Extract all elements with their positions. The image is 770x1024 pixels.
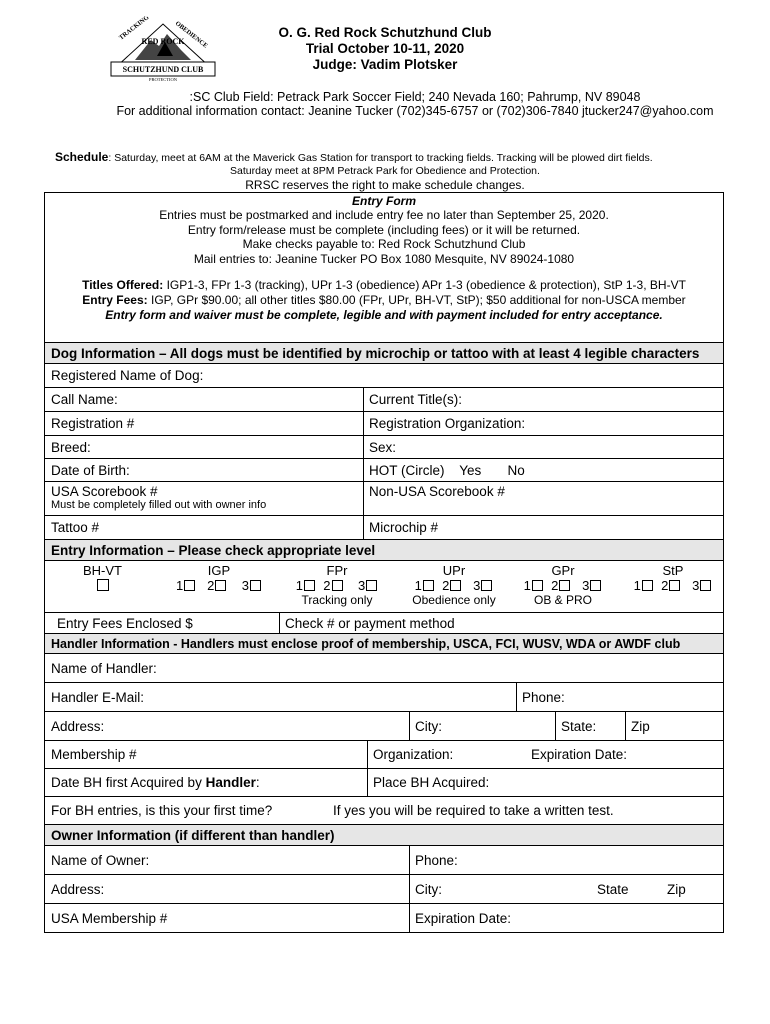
titles-offered — [45, 278, 723, 293]
schedule-line2: Saturday meet at 8PM Petrack Park for Obedience and Protection. — [230, 165, 540, 177]
usa-scorebook-field[interactable] — [45, 482, 266, 515]
handler-name-row[interactable] — [44, 654, 724, 683]
bh-date-bold: Handler — [205, 775, 256, 790]
contact-info: For additional information contact: Jeanine Tucker (702)345-6757 or (702)306-7840 jtucker247@yahoo.com — [116, 104, 714, 118]
level-name: IGP — [207, 563, 231, 578]
entry-info-heading-text: Entry Information – Please check appropriate level — [51, 542, 376, 558]
usa-scorebook-note: Must be completely filled out with owner info — [51, 499, 267, 511]
microchip-field[interactable]: Microchip # — [369, 520, 439, 535]
dob-row — [44, 459, 724, 482]
owner-name-field[interactable]: Name of Owner: — [51, 852, 150, 868]
logo-obedience-text: OBEDIENCE — [173, 20, 209, 50]
call-name-row — [44, 388, 724, 412]
hot-field[interactable]: HOT (Circle) Yes No — [369, 462, 525, 478]
payment-method-field[interactable]: Check # or payment method — [285, 615, 455, 631]
handler-city-field[interactable]: City: — [415, 718, 442, 734]
registered-name-label: Registered Name of Dog: — [51, 368, 204, 383]
dob-field[interactable]: Date of Birth: — [51, 462, 130, 478]
logo-tracking-text: TRACKING — [117, 16, 151, 42]
bhvt-checkbox[interactable] — [97, 579, 109, 591]
dog-info-heading — [44, 342, 724, 364]
handler-organization-field[interactable]: Organization: — [373, 747, 454, 762]
level-name: GPr — [551, 563, 575, 578]
fees-row — [44, 613, 724, 634]
owner-phone-field[interactable]: Phone: — [415, 852, 458, 868]
level-num: 1 — [633, 578, 641, 593]
tattoo-row — [44, 516, 724, 540]
schedule-text: : Saturday, meet at 6AM at the Maverick Gas Station for transport to tracking fields. Tracking will be plowed dirt fields. — [108, 152, 653, 164]
dog-heading-text: Dog Information – All dogs must be identified by microchip or tattoo with at least 4 legible characters — [51, 345, 700, 361]
level-gpr — [513, 563, 613, 607]
level-num: 3 — [692, 578, 700, 593]
entry-notice: Entry form and waiver must be complete, legible and with payment included for entry acceptance. — [105, 308, 663, 322]
handler-name-label: Name of Handler: — [51, 660, 157, 676]
level-num: 1 — [295, 578, 304, 593]
level-num: 3 — [241, 578, 249, 593]
schedule-line1 — [55, 150, 653, 164]
non-usa-scorebook-field[interactable]: Non-USA Scorebook # — [369, 484, 505, 499]
entry-form-line: Make checks payable to: Red Rock Schutzhund Club — [242, 237, 526, 251]
bh-row — [44, 769, 724, 797]
breed-field[interactable]: Breed: — [51, 439, 91, 455]
level-num: 1 — [523, 578, 531, 593]
owner-address-row — [44, 875, 724, 904]
owner-zip-field[interactable]: Zip — [667, 881, 686, 897]
entry-form-box — [44, 192, 724, 342]
handler-email-field[interactable]: Handler E-Mail: — [51, 689, 145, 705]
bh-date-prefix: Date BH first Acquired by — [51, 775, 202, 790]
schedule-line3: RRSC reserves the right to make schedule changes. — [245, 178, 525, 192]
gpr3-checkbox[interactable] — [590, 580, 601, 591]
entry-form-line: Mail entries to: Jeanine Tucker PO Box 1080 Mesquite, NV 89024-1080 — [193, 251, 575, 266]
trial-dates: Trial October 10-11, 2020 — [305, 41, 465, 56]
level-num: 1 — [414, 578, 422, 593]
level-num: 2 — [323, 578, 331, 593]
level-num: 3 — [473, 578, 481, 593]
upr1-checkbox[interactable] — [423, 580, 434, 591]
scorebook-row — [44, 482, 724, 516]
handler-zip-field[interactable]: Zip — [631, 718, 650, 734]
owner-heading — [44, 825, 724, 846]
level-stp — [623, 563, 723, 593]
entry-info-heading — [44, 540, 724, 561]
handler-heading-text: Handler Information - Handlers must enclose proof of membership, USCA, FCI, WUSV, WDA or AWDF club — [51, 636, 681, 651]
level-num: 2 — [207, 578, 215, 593]
entry-form-line: Entries must be postmarked and include entry fee no later than September 25, 2020. — [159, 208, 609, 222]
igp3-checkbox[interactable] — [250, 580, 261, 591]
level-igp — [160, 563, 278, 593]
fpr3-checkbox[interactable] — [366, 580, 377, 591]
stp1-checkbox[interactable] — [642, 580, 653, 591]
upr3-checkbox[interactable] — [481, 580, 492, 591]
level-num: 2 — [551, 578, 559, 593]
tattoo-field[interactable]: Tattoo # — [51, 520, 100, 535]
breed-row — [44, 436, 724, 459]
igp2-checkbox[interactable] — [215, 580, 226, 591]
fpr1-checkbox[interactable] — [304, 580, 315, 591]
level-num: 1 — [176, 578, 184, 593]
level-bhvt — [45, 563, 160, 593]
level-name: StP — [662, 563, 684, 578]
fees-text: IGP, GPr $90.00; all other titles $80.00 (FPr, UPr, BH-VT, StP); $50 additional for non-USCA member — [147, 293, 686, 307]
level-num: 3 — [582, 578, 590, 593]
stp2-checkbox[interactable] — [669, 580, 680, 591]
call-name-field[interactable]: Call Name: — [51, 392, 118, 407]
fees-enclosed-field[interactable]: Entry Fees Enclosed $ — [57, 615, 193, 631]
registration-org-field[interactable]: Registration Organization: — [369, 416, 526, 431]
owner-heading-text: Owner Information (if different than handler) — [51, 827, 335, 843]
handler-phone-field[interactable]: Phone: — [522, 689, 565, 705]
upr2-checkbox[interactable] — [450, 580, 461, 591]
entry-form-title: Entry Form — [351, 194, 416, 208]
bh-first-row — [44, 797, 724, 825]
sex-field[interactable]: Sex: — [369, 439, 397, 455]
current-titles-field[interactable]: Current Title(s): — [369, 392, 463, 407]
level-note: Tracking only — [301, 593, 373, 607]
stp3-checkbox[interactable] — [700, 580, 711, 591]
level-num: 3 — [357, 578, 366, 593]
titles-text: IGP1-3, FPr 1-3 (tracking), UPr 1-3 (obedience) APr 1-3 (obedience & protection), StP 1-3, BH-VT — [163, 278, 686, 292]
handler-address-row — [44, 712, 724, 741]
level-fpr — [282, 563, 392, 607]
handler-expiration-field[interactable]: Expiration Date: — [531, 747, 628, 762]
handler-state-field[interactable]: State: — [561, 718, 597, 734]
owner-state-field[interactable]: State — [597, 881, 629, 897]
owner-name-row — [44, 846, 724, 875]
levels-row — [44, 561, 724, 613]
registration-row — [44, 412, 724, 436]
owner-membership-row — [44, 904, 724, 933]
fpr2-checkbox[interactable] — [332, 580, 343, 591]
owner-city-field[interactable]: City: — [415, 881, 442, 897]
entry-fees — [45, 293, 723, 308]
handler-membership-row — [44, 741, 724, 769]
logo-name-bottom: SCHUTZHUND CLUB — [122, 65, 204, 74]
registration-field[interactable]: Registration # — [51, 416, 135, 431]
logo-sub: PROTECTION — [149, 77, 177, 82]
owner-expiration-field[interactable]: Expiration Date: — [415, 910, 512, 926]
bh-date-field[interactable] — [45, 769, 260, 796]
judge-name: Judge: Vadim Plotsker — [312, 57, 458, 72]
registered-name-row[interactable] — [44, 364, 724, 388]
club-title: O. G. Red Rock Schutzhund Club — [278, 25, 492, 40]
level-upr — [399, 563, 509, 607]
owner-membership-field[interactable]: USA Membership # — [51, 910, 168, 926]
handler-address-field[interactable]: Address: — [51, 718, 105, 734]
handler-heading — [44, 634, 724, 654]
level-num: 2 — [661, 578, 669, 593]
schedule-label: Schedule — [55, 150, 109, 164]
handler-email-row — [44, 683, 724, 712]
usa-scorebook-label: USA Scorebook # — [51, 484, 158, 499]
gpr1-checkbox[interactable] — [532, 580, 543, 591]
bh-date-suffix: : — [255, 775, 260, 790]
fees-label: Entry Fees: — [82, 293, 148, 307]
level-note: OB & PRO — [533, 593, 592, 607]
level-name: UPr — [442, 563, 466, 578]
bh-test-note: If yes you will be required to take a written test. — [333, 803, 614, 818]
gpr2-checkbox[interactable] — [559, 580, 570, 591]
level-num: 2 — [442, 578, 450, 593]
level-name: FPr — [326, 563, 348, 578]
level-note: Obedience only — [412, 593, 496, 607]
owner-address-field[interactable]: Address: — [51, 881, 105, 897]
entry-form-line: Entry form/release must be complete (including fees) or it will be returned. — [187, 222, 581, 237]
level-name: BH-VT — [83, 563, 122, 578]
bh-first-question[interactable]: For BH entries, is this your first time? — [51, 803, 273, 818]
titles-label: Titles Offered: — [82, 278, 164, 292]
igp1-checkbox[interactable] — [184, 580, 195, 591]
logo-name-top: RED ROCK — [141, 37, 185, 46]
field-location: :SC Club Field: Petrack Park Soccer Field; 240 Nevada 160; Pahrump, NV 89048 — [189, 90, 641, 104]
bh-place-field[interactable]: Place BH Acquired: — [373, 775, 490, 790]
handler-membership-field[interactable]: Membership # — [51, 747, 137, 762]
